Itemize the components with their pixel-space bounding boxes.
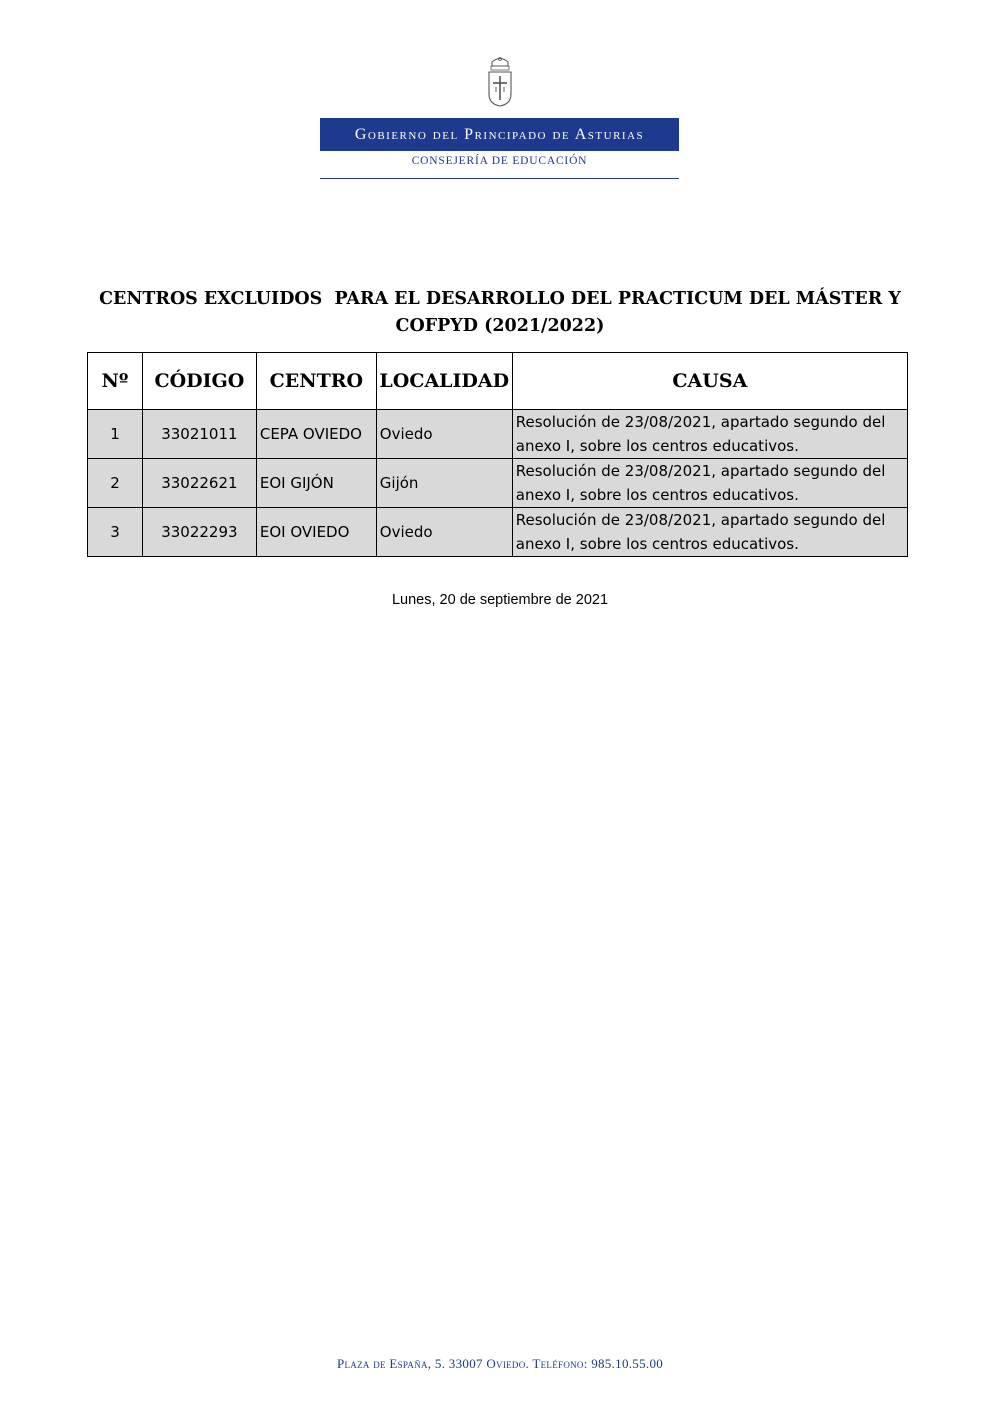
cell-center: EOI OVIEDO bbox=[256, 508, 376, 557]
column-header-locality: LOCALIDAD bbox=[376, 353, 512, 410]
title-line-2: COFPYD (2021/2022) bbox=[395, 316, 605, 336]
department-name: CONSEJERÍA DE EDUCACIÓN bbox=[411, 155, 588, 167]
cell-cause: Resolución de 23/08/2021, apartado segundo del anexo I, sobre los centros educativos. bbox=[512, 410, 907, 459]
cell-locality: Oviedo bbox=[376, 410, 512, 459]
title-line-1: CENTROS EXCLUIDOS PARA EL DESARROLLO DEL PRACTICUM DEL MÁSTER Y bbox=[99, 289, 901, 309]
cell-center: CEPA OVIEDO bbox=[256, 410, 376, 459]
column-header-center: CENTRO bbox=[256, 353, 376, 410]
asturias-crest-icon bbox=[484, 56, 516, 108]
cell-code: 33021011 bbox=[142, 410, 256, 459]
cell-code: 33022621 bbox=[142, 459, 256, 508]
document-date: Lunes, 20 de septiembre de 2021 bbox=[391, 592, 609, 608]
cell-cause: Resolución de 23/08/2021, apartado segundo del anexo I, sobre los centros educativos. bbox=[512, 459, 907, 508]
column-header-code: CÓDIGO bbox=[142, 353, 256, 410]
table-row bbox=[88, 459, 908, 508]
footer-address: Plaza de España, 5. 33007 Oviedo. Teléfono: 985.10.55.00 bbox=[336, 1356, 664, 1371]
excluded-centers-table bbox=[87, 352, 908, 557]
table-row bbox=[88, 410, 908, 459]
cell-number: 1 bbox=[88, 410, 143, 459]
cell-cause: Resolución de 23/08/2021, apartado segundo del anexo I, sobre los centros educativos. bbox=[512, 508, 907, 557]
cell-center: EOI GIJÓN bbox=[256, 459, 376, 508]
column-header-number: Nº bbox=[88, 353, 143, 410]
column-header-cause: CAUSA bbox=[512, 353, 907, 410]
cell-code: 33022293 bbox=[142, 508, 256, 557]
cell-locality: Oviedo bbox=[376, 508, 512, 557]
header-divider bbox=[320, 178, 679, 179]
page-title bbox=[80, 286, 920, 340]
organization-name: Gobierno del Principado de Asturias bbox=[354, 126, 645, 143]
table-row bbox=[88, 508, 908, 557]
cell-number: 2 bbox=[88, 459, 143, 508]
cell-locality: Gijón bbox=[376, 459, 512, 508]
table-header-row bbox=[88, 353, 908, 410]
cell-number: 3 bbox=[88, 508, 143, 557]
organization-banner bbox=[320, 118, 679, 151]
